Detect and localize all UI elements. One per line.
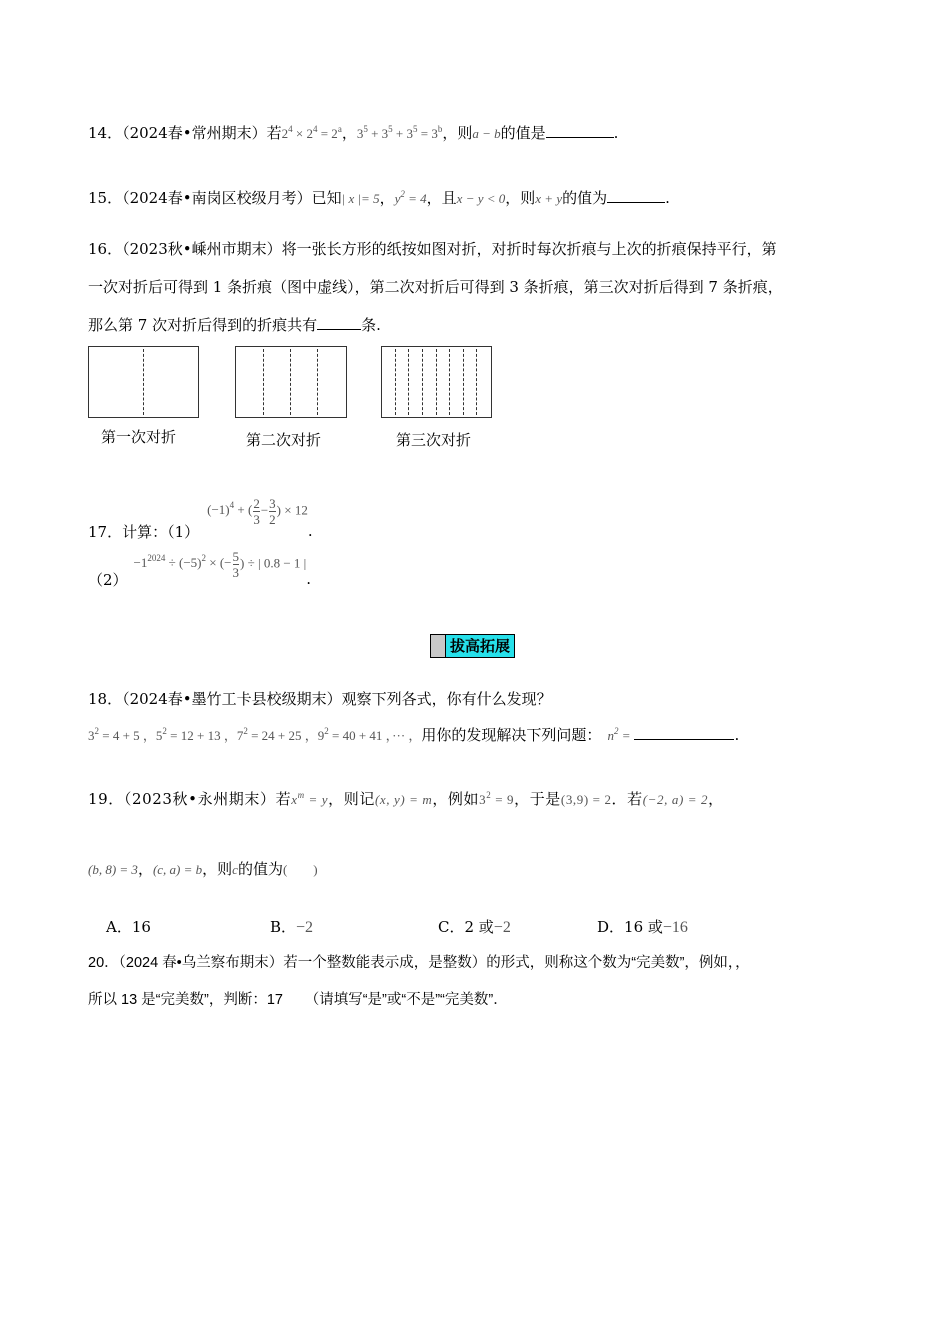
q14-condition-2: $3^5 + 3^5 + 3^5 = 3^b$ — [356, 124, 443, 141]
q14-answer-blank[interactable] — [546, 136, 614, 138]
q19-option-d-label: D．16 或 — [597, 918, 663, 936]
q18-ask: $n^2$ = — [607, 726, 631, 743]
question-19-line-2 — [88, 858, 318, 879]
fold-caption-2: 第二次对折 — [246, 431, 322, 449]
q14-then: ，则 — [442, 124, 473, 142]
q19-c3: $3^2 = 9$ — [479, 790, 515, 807]
question-18-line-1: 18．（2024春•墨竹工卡县校级期末）观察下列各式，你有什么发现？ — [88, 690, 552, 708]
q17-number: 17．计算：（1） — [88, 522, 200, 541]
question-16-line-2: 一次对折后可得到 1 条折痕（图中虚线），第二次对折后可得到 3 条折痕，第三次对折后得到 7 条折痕， — [88, 278, 783, 296]
crease-line — [422, 349, 423, 415]
q19-option-b-label: B． — [270, 918, 297, 936]
q14-ask: 的值是 — [500, 124, 546, 142]
q19-c5: (−2, a) = 2 — [642, 792, 709, 807]
q15-and: ，且 — [426, 189, 457, 207]
q15-source: （2024春•南岗区校级月考）已知 — [122, 189, 342, 207]
question-20-line-1: 20．（2024 春•乌兰察布期末）若一个整数能表示成，是整数）的形式，则称这个数为“完美数”，例如，， — [88, 955, 750, 971]
q17-expression-2 — [134, 549, 307, 580]
question-17-part-1 — [88, 486, 313, 546]
q19-answer-paren[interactable]: ( ) — [282, 862, 318, 877]
q17-p2-end: . — [306, 570, 312, 588]
question-15 — [88, 187, 670, 208]
q19-t5: ， — [708, 790, 724, 808]
crease-line — [436, 349, 437, 415]
q19-c4: (3,9) = 2 — [560, 792, 612, 807]
fraction-2-3: $\frac{2}{3}$ — [253, 495, 260, 527]
q14-sep: ， — [341, 124, 357, 142]
q19-option-b-value: −2 — [296, 919, 314, 936]
q15-then: ，则 — [505, 189, 536, 207]
q14-end: . — [613, 124, 619, 142]
q16-end: 条. — [361, 316, 381, 334]
crease-line — [290, 349, 291, 415]
question-20-line-2: 所以 13 是“完美数”，判断：17 （请填写“是”或“不是”“完美数”． — [88, 992, 508, 1008]
q14-source: （2024春•常州期末）若 — [122, 124, 282, 142]
fold-figure-1 — [88, 346, 199, 418]
q18-text: 用你的发现解决下列问题： — [421, 726, 602, 744]
q16-text: 那么第 7 次对折后得到的折痕共有 — [88, 316, 318, 334]
q17-p1-end: . — [307, 522, 313, 540]
q17-expression-1 — [207, 496, 308, 527]
q15-condition-2: $y^2 = 4$ — [394, 189, 427, 206]
fold-figure-2 — [235, 346, 347, 418]
q15-answer-blank[interactable] — [607, 201, 665, 203]
q18-equations: $3^2 = 4 + 5$ ，$5^2 = 12 + 13$ ，$7^2 = 24 + 25$ ，$9^2 = 40 + 41$ ，··· ， — [88, 726, 422, 743]
q14-condition-1: $2^4 \times 2^4 = 2^a$ — [281, 124, 342, 141]
q19-t3: ，于是 — [514, 790, 561, 808]
q19-c1: $x^m = y$ — [291, 790, 329, 807]
fraction-5-3: $\frac{5}{3}$ — [232, 548, 240, 580]
q19-t6: ， — [137, 860, 153, 878]
q14-expression: a − b — [472, 126, 501, 141]
q19-option-b[interactable] — [270, 916, 313, 937]
q19-t7: ，则 — [202, 860, 233, 878]
question-16-line-3 — [88, 314, 381, 335]
q19-option-c[interactable] — [438, 916, 511, 937]
question-14 — [88, 122, 618, 143]
q17-p2-b: ) ÷ | 0.8 − 1 | — [240, 554, 307, 570]
section-title: 拔高拓展 — [446, 635, 514, 657]
q15-condition-3: x − y < 0 — [456, 191, 506, 206]
q15-number: 15． — [88, 189, 123, 207]
question-17-part-2 — [88, 542, 311, 592]
q19-number: 19．（2023秋•永州期末）若 — [88, 790, 292, 808]
q17-p1-a: $(-1)^4$ + ( — [207, 499, 253, 517]
q19-option-d-value: −16 — [662, 919, 688, 936]
crease-line — [408, 349, 409, 415]
question-16-line-1: 16．（2023秋•嵊州市期末）将一张长方形的纸按如图对折，对折时每次折痕与上次的折痕保持平行，第 — [88, 240, 777, 258]
crease-line — [143, 349, 144, 415]
q19-t8: 的值为 — [237, 860, 283, 878]
q15-condition-1: | x |= 5 — [341, 191, 380, 206]
q19-t2: ，例如 — [432, 790, 480, 808]
crease-line — [395, 349, 396, 415]
q15-sep: ， — [379, 189, 395, 207]
q15-expression: x + y — [535, 191, 563, 206]
q15-ask: 的值为 — [562, 189, 608, 207]
q19-option-d[interactable] — [597, 916, 688, 937]
crease-line — [317, 349, 318, 415]
q19-t4: ．若 — [611, 790, 643, 808]
q15-end: . — [665, 189, 670, 207]
question-18-line-2 — [88, 724, 739, 745]
q19-option-c-value: −2 — [493, 919, 511, 936]
q19-c6: (b, 8) = 3 — [88, 862, 138, 877]
section-banner — [430, 634, 515, 658]
fold-caption-1: 第一次对折 — [101, 428, 177, 446]
fold-caption-3: 第三次对折 — [396, 431, 472, 449]
crease-line — [476, 349, 477, 415]
q18-end: . — [734, 726, 740, 744]
q19-option-a[interactable]: A．16 — [106, 918, 151, 936]
q18-answer-blank[interactable] — [634, 738, 734, 740]
fold-figure-3 — [381, 346, 492, 418]
q17-p2-label: （2） — [88, 570, 128, 589]
q19-t1: ，则记 — [328, 790, 375, 808]
banner-marker — [431, 635, 446, 657]
q17-p1-b: ) × 12 — [276, 501, 308, 517]
q19-c7: (c, a) = b — [152, 862, 203, 877]
fraction-3-2: $\frac{3}{2}$ — [269, 495, 276, 527]
q19-c2: (x, y) = m — [374, 792, 433, 807]
q19-option-c-label: C．2 或 — [438, 918, 494, 936]
q14-number: 14． — [88, 124, 123, 142]
q17-minus: − — [260, 501, 269, 517]
q16-answer-blank[interactable] — [317, 328, 361, 330]
crease-line — [449, 349, 450, 415]
crease-line — [463, 349, 464, 415]
q19-c8: c — [232, 862, 238, 877]
q17-p2-a: $-1^{2024} \div (-5)^2$ × (− — [133, 552, 232, 570]
question-19-line-1 — [88, 788, 724, 809]
crease-line — [263, 349, 264, 415]
